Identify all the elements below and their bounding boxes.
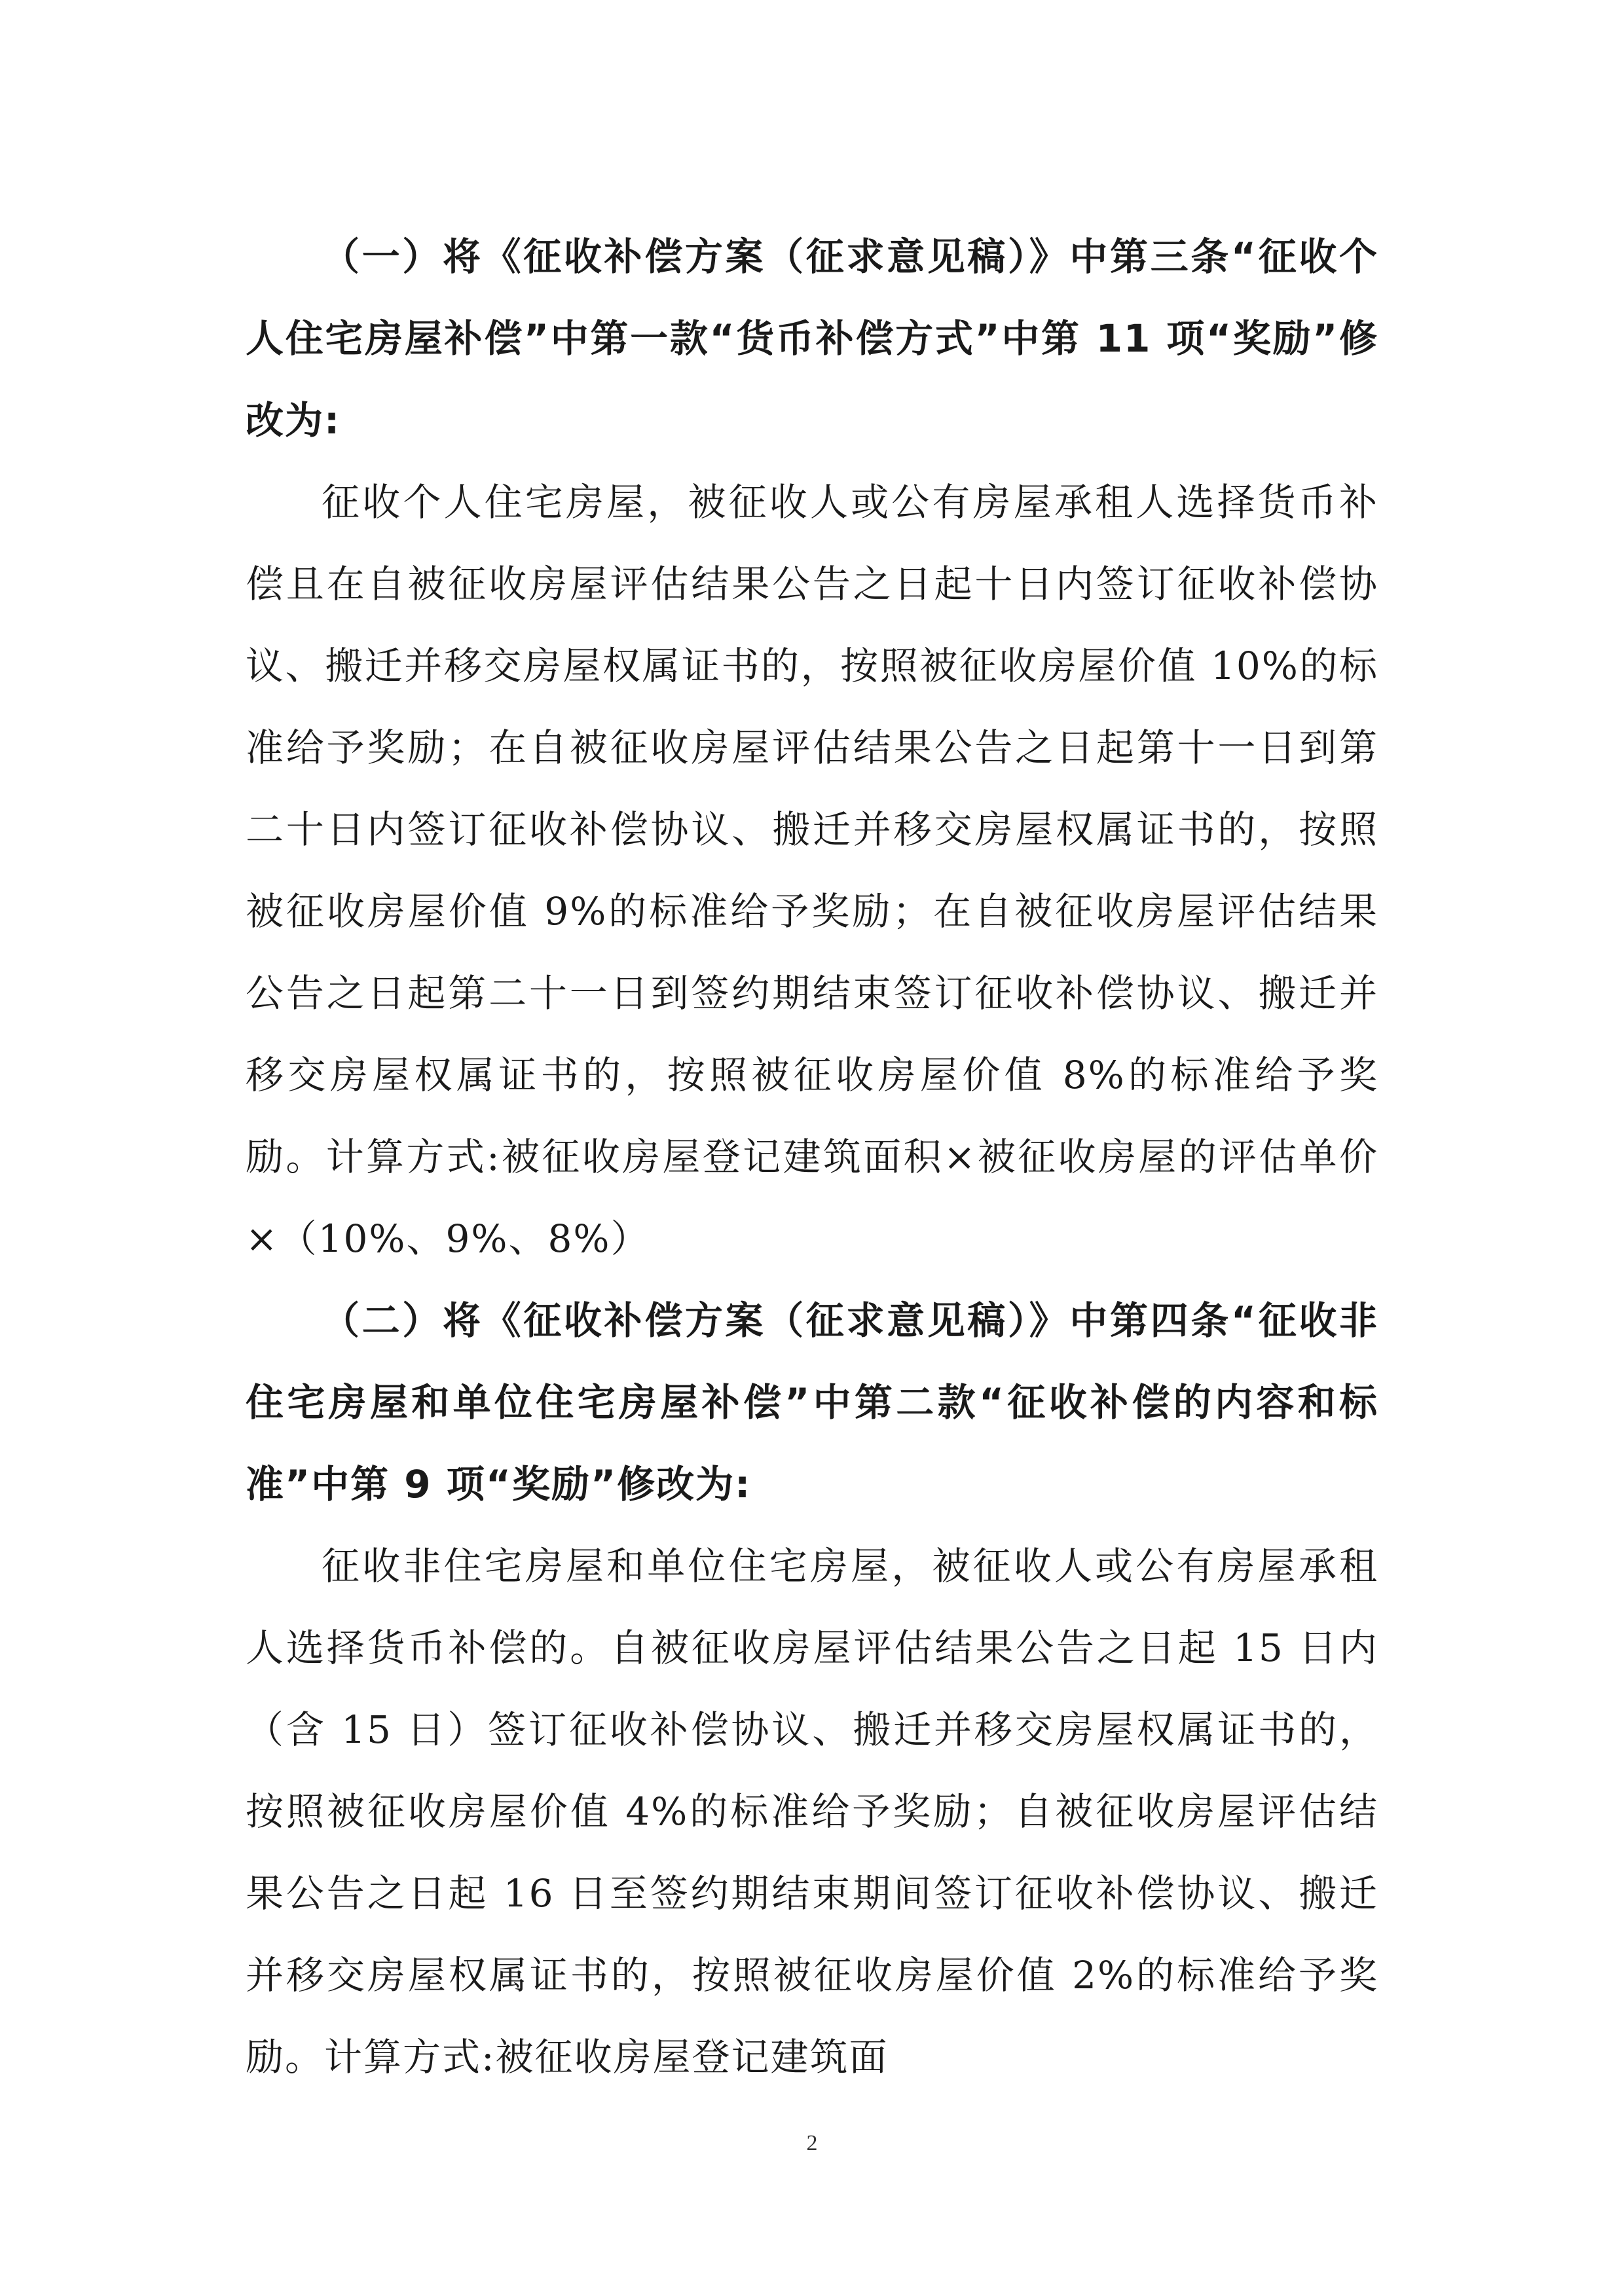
amendment-body-1: 征收个人住宅房屋，被征收人或公有房屋承租人选择货币补偿且在自被征收房屋评估结果公告之日起十日内签订征收补偿协议、搬迁并移交房屋权属证书的，按照被征收房屋价值 10%的标准给予奖励；在自被征收房屋评估结果公告之日起第十一日到第二十日内签订征收补偿协议、搬迁并移交房屋权属证书的，按照被征收房屋价值 9%的标准给予奖励；在自被征收房屋评估结果公告之日起第二十一日到签约期结束签订征收补偿协议、搬迁并移交房屋权属证书的，按照被征收房屋价值 8%的标准给予奖励。计算方式:被征收房屋登记建筑面积×被征收房屋的评估单价×（10%、9%、8%） — [246, 480, 1378, 1261]
amendment-heading-1: （一）将《征收补偿方案（征求意见稿）》中第三条“征收个人住宅房屋补偿”中第一款“货币补偿方式”中第 11 项“奖励”修改为: — [246, 234, 1378, 443]
document-body — [246, 216, 1378, 2098]
page-number: 2 — [806, 2131, 818, 2155]
amendment-body-2: 征收非住宅房屋和单位住宅房屋，被征收人或公有房屋承租人选择货币补偿的。自被征收房屋评估结果公告之日起 15 日内（含 15 日）签订征收补偿协议、搬迁并移交房屋权属证书的，按照被征收房屋价值 4%的标准给予奖励；自被征收房屋评估结果公告之日起 16 日至签约期结束期间签订征收补偿协议、搬迁并移交房屋权属证书的，按照被征收房屋价值 2%的标准给予奖励。计算方式:被征收房屋登记建筑面 — [246, 1544, 1378, 2079]
amendment-heading-2: （二）将《征收补偿方案（征求意见稿）》中第四条“征收非住宅房屋和单位住宅房屋补偿”中第二款“征收补偿的内容和标准”中第 9 项“奖励”修改为: — [246, 1298, 1378, 1506]
